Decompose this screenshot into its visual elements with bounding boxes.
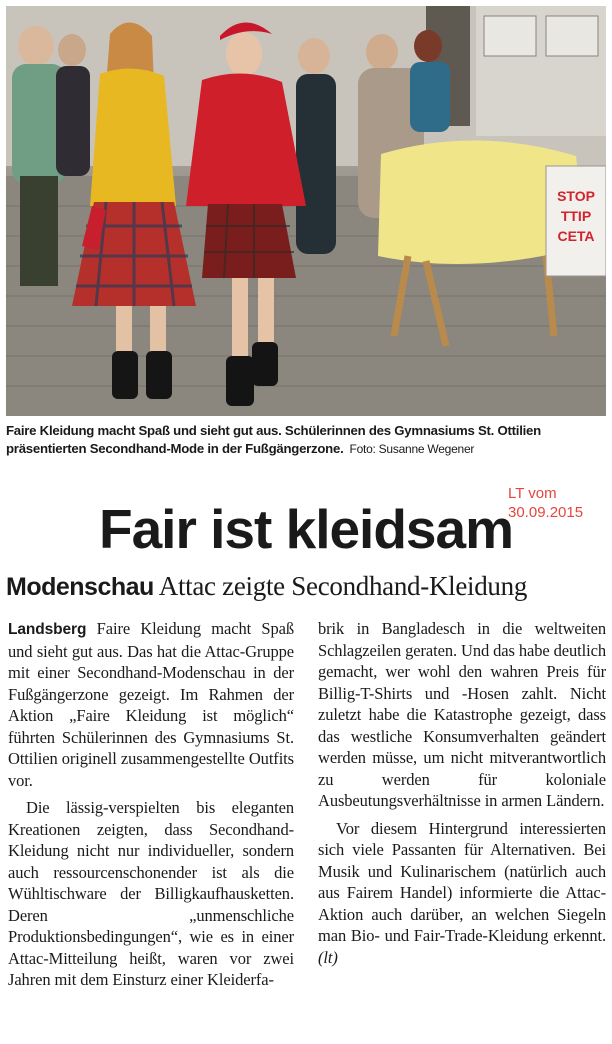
- paragraph-text: brik in Bangladesch in die weltweiten Schlagzeilen geraten. Und das habe deutlich gemacht, wer wohl den wahren Preis für Billig-T-Shirts und -Hosen zahlt. Nicht zuletzt habe die Katastrophe gezeigt, dass das westliche Konsumverhalten geändert werden müsse, um nicht mitverantwortlich zu werden für koloniale Ausbeutungsverhältnisse in armen Ländern.: [318, 619, 607, 810]
- article-paragraph-1: [8, 618, 294, 791]
- photo-caption: [6, 422, 606, 458]
- photo-credit: Foto: Susanne Wegener: [349, 442, 475, 456]
- svg-text:CETA: CETA: [557, 228, 595, 244]
- headline: Fair ist kleidsam: [98, 498, 514, 560]
- article-column-right: [318, 618, 606, 968]
- subhead-text: Attac zeigte Secondhand-Kleidung: [158, 571, 528, 601]
- source-note: LT vom 30.09.2015: [508, 485, 584, 521]
- article-column-left: [8, 618, 294, 991]
- paragraph-text: Vor diesem Hintergrund interessierten sich viele Passanten für Alternativen. Bei Musik und Kulinarischem (natürlich auch aus Fairem Handel) informierte die Attac-Aktion auch darüber, an welchen Siegeln man Bio- und Fair-Trade-Kleidung erkennt.: [318, 818, 606, 945]
- article-paragraph-4: [318, 818, 606, 969]
- svg-text:TTIP: TTIP: [560, 208, 592, 224]
- article-paragraph-3: [318, 618, 606, 812]
- photo-fashion-show-icon: [6, 6, 606, 416]
- author-signature: (lt): [318, 947, 338, 967]
- subhead: [6, 568, 610, 605]
- subhead-kicker: Modenschau: [6, 573, 154, 601]
- paragraph-text: Die lässig-verspielten bis eleganten Kreationen zeigten, dass Secondhand-Kleidung nicht nur individueller, sondern auch ressourcenschonender ist als die Wühltischware der Billigkaufhausketten. Deren „unmenschliche Produktionsbedingungen“, wie es in einer Attac-Mitteilung heißt, waren vor zwei Jahren mit dem Einsturz einer Kleiderfa-: [8, 798, 294, 989]
- article-photo: [6, 6, 606, 416]
- article-paragraph-2: [8, 797, 294, 991]
- svg-text:STOP: STOP: [557, 188, 595, 204]
- dateline-place: Landsberg: [8, 621, 87, 638]
- paragraph-text: Faire Kleidung macht Spaß und sieht gut aus. Das hat die Attac-Gruppe mit einer Secondhand-Modenschau in der Fußgängerzone gezeigt. Im Rahmen der Aktion „Faire Kleidung ist möglich“ führten Schülerinnen des Gymnasiums St. Ottilien originell zusammengestellte Outfits vor.: [8, 619, 294, 790]
- caption-text: Faire Kleidung macht Spaß und sieht gut aus. Schülerinnen des Gymnasiums St. Ottilien präsentierten Secondhand-Mode in der Fußgängerzone.: [6, 423, 541, 456]
